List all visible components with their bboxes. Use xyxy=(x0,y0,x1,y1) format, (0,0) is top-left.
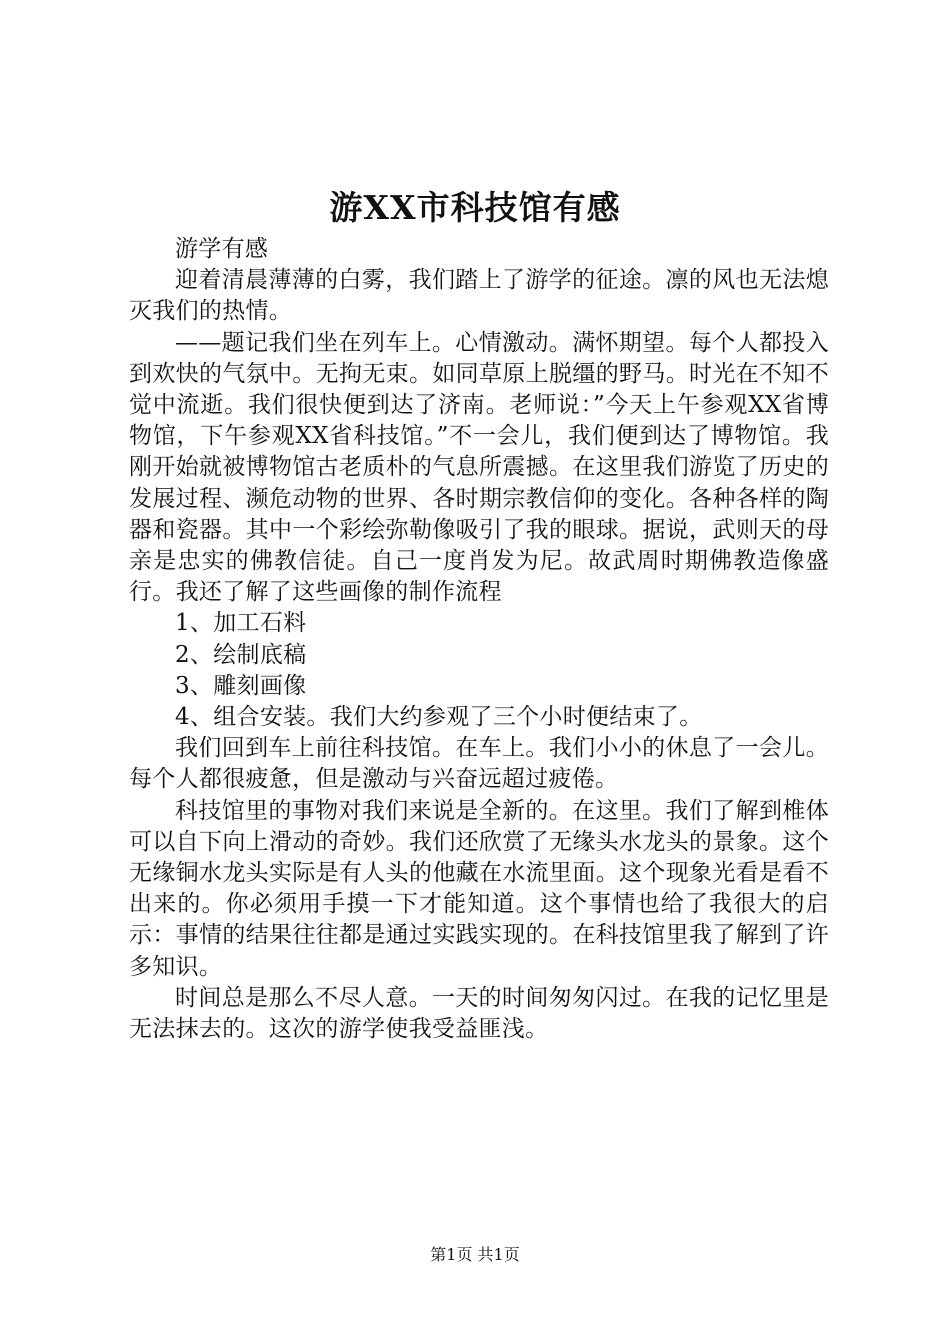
list-item-step-4: 4、组合安装。我们大约参观了三个小时便结束了。 xyxy=(175,704,703,731)
paragraph-bus: 我们回到车上前往科技馆。在车上。我们小小的休息了一会儿。每个人都很疲惫，但是激动与兴奋远超过疲倦。 xyxy=(129,735,829,793)
paragraph-intro: 迎着清晨薄薄的白雾，我们踏上了游学的征途。凛的风也无法熄灭我们的热情。 xyxy=(129,267,829,325)
paragraph-subtitle: 游学有感 xyxy=(175,236,269,262)
paragraph-museum: ——题记我们坐在列车上。心情激动。满怀期望。每个人都投入到欢快的气氛中。无拘无束。如同草原上脱缰的野马。时光在不知不觉中流逝。我们很快便到达了济南。老师说：”今天上午参观XX省博物馆，下午参观XX省科技馆。”不一会儿，我们便到达了博物馆。我刚开始就被博物馆古老质朴的气息所震撼。在这里我们游览了历史的发展过程、濒危动物的世界、各时期宗教信仰的变化。各种各样的陶器和瓷器。其中一个彩绘弥勒像吸引了我的眼球。据说，武则天的母亲是忠实的佛教信徒。自己一度肖发为尼。故武周时期佛教造像盛行。我还了解了这些画像的制作流程 xyxy=(129,329,829,606)
document-body xyxy=(129,234,829,1045)
list-item-step-1: 1、加工石料 xyxy=(175,610,307,637)
list-item-step-3: 3、雕刻画像 xyxy=(175,672,307,699)
paragraph-conclusion: 时间总是那么不尽人意。一天的时间匆匆闪过。在我的记忆里是无法抹去的。这次的游学使我受益匪浅。 xyxy=(129,984,829,1043)
paragraph-science-museum: 科技馆里的事物对我们来说是全新的。在这里。我们了解到椎体可以自下向上滑动的奇妙。我们还欣赏了无缘头水龙头的景象。这个无缘铜水龙头实际是有人头的他藏在水流里面。这个现象光看是看不出来的。你必须用手摸一下才能知道。这个事情也给了我很大的启示：事情的结果往往都是通过实践实现的。在科技馆里我了解到了许多知识。 xyxy=(129,797,829,980)
list-item-step-2: 2、绘制底稿 xyxy=(175,641,307,668)
document-title: 游XX市科技馆有感 xyxy=(329,188,621,227)
page-footer: 第1页 共1页 xyxy=(430,1245,520,1264)
